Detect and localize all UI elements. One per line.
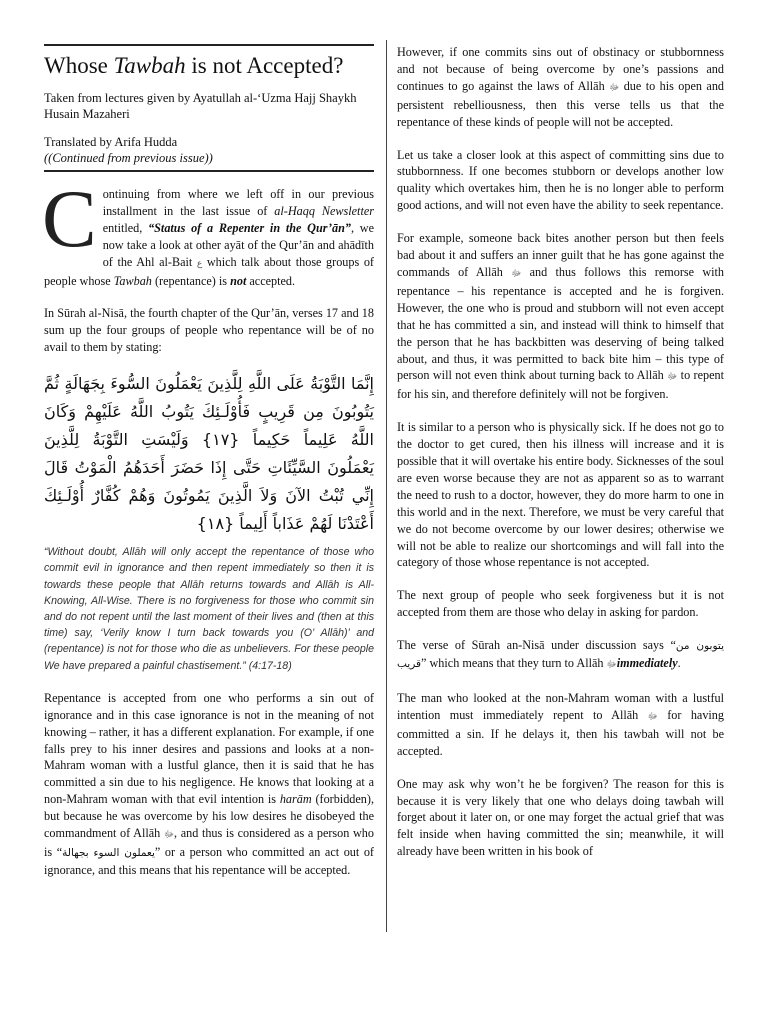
obstinacy-paragraph: However, if one commits sins out of obstinacy or stubbornness and not because of being overcome by one’s passions and continues to go against the laws of Allāh ﷻ due to his open and persistent rebelliousness, then this verse tells us that the repentance of these kinds of people will not be accepted. — [397, 45, 725, 129]
nisa-paragraph: In Sūrah al-Nisā, the fourth chapter of the Qur’ān, verses 17 and 18 sum up the four groups of people who repentance will be of no avail to them by stating: — [44, 306, 374, 355]
allah-symbol-icon: ﷻ — [667, 372, 678, 383]
byline: Taken from lectures given by Ayatullah al-‘Uzma Hajj Shaykh Husain Mazaheri — [44, 91, 357, 121]
allah-symbol-icon: ﷻ — [647, 711, 658, 722]
ahlulbait-symbol-icon: ع — [196, 258, 203, 269]
title-prefix: Whose — [44, 53, 114, 78]
allah-symbol-icon: ﷻ — [609, 82, 620, 93]
forgiveness-question-paragraph: One may ask why won’t he be forgiven? The reason for this is because it is very likely that one who delays doing tawbah will forget about it later on, or one may forget the actual grief that was felt inside when having committed the sin; meanwhile, it will already have been written in his book of — [397, 776, 724, 859]
title-suffix: is not Accepted? — [185, 53, 344, 78]
allah-symbol-icon: ﷻ — [606, 660, 617, 671]
right-column — [397, 44, 724, 860]
article-title — [44, 52, 374, 80]
intro-paragraph: ontinuing from where we left off in our previous installment in the last issue of al-Haqq Newsletter entitled, “Status of a Repenter in the Qur’ān”, we now take a look at other ayāt of the Qur’ān and ahādīth of the Ahl al-Bait ع which talk about those groups of people whose Tawbah (repentance) is not accepted. — [44, 187, 374, 288]
title-box — [44, 44, 374, 172]
continued-note: ((Continued from previous issue)) — [44, 151, 213, 165]
delay-paragraph: The next group of people who seek forgiveness but it is not accepted from them are those who delay in asking for pardon. — [397, 588, 724, 620]
arabic-verse: إِنَّمَا التَّوْبَةُ عَلَى اللَّهِ لِلَّذِينَ يَعْمَلُونَ السُّوءَ بِجَهَالَةٍ ثُمَّ يَتُوبُونَ مِن قَرِيبٍ فَأُوْلَـئِكَ يَتُوبُ اللَّهُ عَلَيْهِمْ وَكَانَ اللَّهُ عَلِيماً حَكِيماً {١٧} وَلَيْسَتِ التَّوْبَةُ لِلَّذِينَ يَعْمَلُونَ السَّيِّئَاتِ حَتَّى إِذَا حَضَرَ أَحَدَهُمُ الْمَوْتُ قَالَ إِنِّي تُبْتُ الآنَ وَلاَ الَّذِينَ يَمُوتُونَ وَهُمْ كُفَّارٌ أُوْلَـئِكَ أَعْتَدْنَا لَهُمْ عَذَاباً أَلِيماً {١٨} — [44, 374, 375, 534]
translator-credit: Translated by Arifa Hudda — [44, 135, 178, 149]
title-italic: Tawbah — [113, 53, 186, 78]
repentance-paragraph: Repentance is accepted from one who performs a sin out of ignorance and in this case ignorance is not in the meaning of not knowing – rather, it has a different explanation. For example, if one falls prey to his inner desires and passions and looks at a non-Mahram woman with a lustful glance, then it is said that he has committed a sin due to his negligence. He knows that looking at a non-Mahram woman with that evil intention is harām (forbidden), but because he was overcome by his low desires he disobeyed the commandment of Allāh ﷻ, and thus is considered as a person who is “يعملون السوء بجهالة” or a person who committed an act out of ignorance, and this means that his repentance will be accepted. — [44, 690, 375, 877]
backbiting-paragraph: For example, someone back bites another person but then feels bad about it and suffers an inner guilt that he has gone against the commands of Allāh ﷻ and thus follows this remorse with repentance – his repentance is accepted and he is forgiven. However, the one who is proud and stubborn will not even accept that he has committed a sin, and instead will think to himself that the person that he has backbitten was deserving of being talked about, and thus, it was permitted to back bite him – this type of person will not even think about turning back to Allāh ﷻ to repent for his sin, and therefore definitely will not be forgiven. — [397, 231, 724, 402]
verse-translation: “Without doubt, Allāh will only accept the repentance of those who commit evil in ignorance and then repent immediately so then it is towards these people that Allāh returns towards and Allāh is All-Knowing, All-Wise. There is no forgiveness for those who commit sin and do not repent until the last moment of their lives and (then at this time) say, ‘Verily know I turn back towards you (O’ Allāh)’ and (repentance) is not for those who die as unbelievers. For these people We have prepared a painful chastisement.” (4:17-18) — [44, 546, 374, 672]
sickness-paragraph: It is similar to a person who is physically sick. If he does not go to the doctor to get cured, then his illness will increase and it is possible that it will overtake his entire body. Sicknesses of the soul are even worse because they are not as apparent so as to warrant the need to rush to a doctor, however, they do more harm to one in this world and in the next. Therefore, we must be very careful that we do not become overcome by our lower desires; otherwise we will not be able to realize our shortcomings and will fall into the category of those whose repentance is not accepted. — [397, 420, 724, 570]
immediately-paragraph: The verse of Sūrah an-Nisā under discussion says “يتوبون من قريب” which means that they turn to Allāh ﷻimmediately. — [397, 638, 724, 671]
allah-symbol-icon: ﷻ — [511, 268, 522, 279]
intro-block — [42, 173, 374, 289]
left-column — [44, 44, 374, 879]
allah-symbol-icon: ﷻ — [163, 830, 175, 841]
drop-cap: C — [42, 173, 97, 264]
column-divider — [386, 40, 387, 932]
stubbornness-paragraph: Let us take a closer look at this aspect of committing sins due to stubbornness. If one becomes stubborn or develops another low quality which overtakes him, then he is no longer able to perform good actions, and will not even have the ability to seek repentance. — [397, 147, 724, 213]
mahram-paragraph: The man who looked at the non-Mahram woman with a lustful intention must immediately repent to Allāh ﷻ for having committed a sin. If he delays it, then his tawbah will not be accepted. — [397, 691, 724, 758]
